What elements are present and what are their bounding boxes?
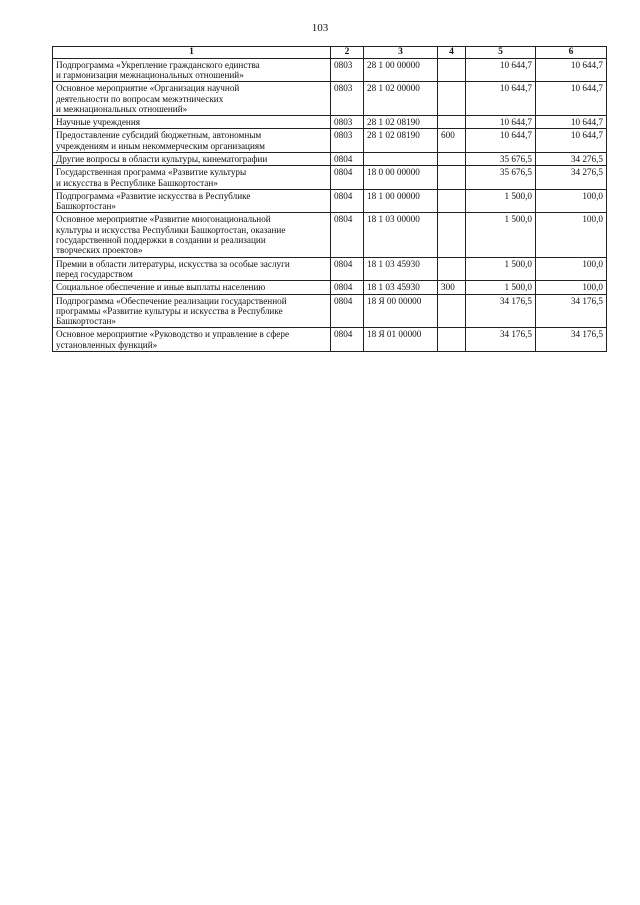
section-code: 0804 <box>331 257 364 281</box>
section-code: 0803 <box>331 82 364 116</box>
amount-col-5: 1 500,0 <box>466 281 536 294</box>
target-article-code <box>364 153 438 166</box>
table-row <box>53 189 607 213</box>
amount-col-6: 10 644,7 <box>536 129 607 153</box>
amount-col-5: 10 644,7 <box>466 129 536 153</box>
table-row <box>53 257 607 281</box>
amount-col-6: 100,0 <box>536 257 607 281</box>
expense-type-code <box>438 58 466 82</box>
amount-col-6: 10 644,7 <box>536 82 607 116</box>
table-row <box>53 153 607 166</box>
expense-type-code <box>438 294 466 328</box>
table-row <box>53 58 607 82</box>
amount-col-5: 10 644,7 <box>466 116 536 129</box>
table-row <box>53 213 607 257</box>
section-code: 0803 <box>331 58 364 82</box>
table-row <box>53 328 607 352</box>
section-code: 0804 <box>331 281 364 294</box>
header-col-2: 2 <box>331 47 364 59</box>
target-article-code: 18 1 03 00000 <box>364 213 438 257</box>
expense-type-code <box>438 257 466 281</box>
section-code: 0804 <box>331 166 364 190</box>
section-code: 0803 <box>331 129 364 153</box>
item-name: Подпрограмма «Обеспечение реализации государственной программы «Развитие культуры и искусства в Республике Башкортостан» <box>53 294 331 328</box>
section-code: 0804 <box>331 294 364 328</box>
amount-col-6: 100,0 <box>536 213 607 257</box>
header-col-4: 4 <box>438 47 466 59</box>
target-article-code: 28 1 02 08190 <box>364 129 438 153</box>
amount-col-5: 34 176,5 <box>466 328 536 352</box>
header-col-3: 3 <box>364 47 438 59</box>
expense-type-code: 300 <box>438 281 466 294</box>
item-name: Государственная программа «Развитие культуры и искусства в Республике Башкортостан» <box>53 166 331 190</box>
amount-col-5: 1 500,0 <box>466 257 536 281</box>
table-row <box>53 82 607 116</box>
section-code: 0803 <box>331 116 364 129</box>
item-name: Основное мероприятие «Руководство и управление в сфере установленных функций» <box>53 328 331 352</box>
target-article-code: 18 1 03 45930 <box>364 281 438 294</box>
item-name: Премии в области литературы, искусства за особые заслуги перед государством <box>53 257 331 281</box>
target-article-code: 18 Я 01 00000 <box>364 328 438 352</box>
amount-col-6: 10 644,7 <box>536 58 607 82</box>
amount-col-6: 34 176,5 <box>536 328 607 352</box>
budget-table <box>52 46 607 352</box>
section-code: 0804 <box>331 213 364 257</box>
section-code: 0804 <box>331 153 364 166</box>
page-number: 103 <box>311 22 329 34</box>
item-name: Основное мероприятие «Развитие многонациональной культуры и искусства Республики Башкортостан, оказание государственной поддержки в создании и реализации творческих проектов» <box>53 213 331 257</box>
section-code: 0804 <box>331 328 364 352</box>
target-article-code: 18 Я 00 00000 <box>364 294 438 328</box>
amount-col-5: 1 500,0 <box>466 189 536 213</box>
target-article-code: 28 1 02 00000 <box>364 82 438 116</box>
header-col-5: 5 <box>466 47 536 59</box>
amount-col-5: 35 676,5 <box>466 153 536 166</box>
item-name: Основное мероприятие «Организация научной деятельности по вопросам межэтнических и межнациональных отношений» <box>53 82 331 116</box>
section-code: 0804 <box>331 189 364 213</box>
expense-type-code <box>438 189 466 213</box>
table-row <box>53 116 607 129</box>
header-row <box>53 47 607 59</box>
table-body <box>53 58 607 351</box>
expense-type-code <box>438 213 466 257</box>
item-name: Подпрограмма «Развитие искусства в Республике Башкортостан» <box>53 189 331 213</box>
expense-type-code <box>438 153 466 166</box>
target-article-code: 28 1 02 08190 <box>364 116 438 129</box>
expense-type-code <box>438 328 466 352</box>
expense-type-code <box>438 116 466 129</box>
amount-col-6: 10 644,7 <box>536 116 607 129</box>
table-row <box>53 166 607 190</box>
expense-type-code <box>438 166 466 190</box>
item-name: Другие вопросы в области культуры, кинематографии <box>53 153 331 166</box>
expense-type-code <box>438 82 466 116</box>
amount-col-5: 10 644,7 <box>466 58 536 82</box>
item-name: Подпрограмма «Укрепление гражданского единства и гармонизация межнациональных отношений» <box>53 58 331 82</box>
expense-type-code: 600 <box>438 129 466 153</box>
amount-col-5: 34 176,5 <box>466 294 536 328</box>
target-article-code: 28 1 00 00000 <box>364 58 438 82</box>
header-col-6: 6 <box>536 47 607 59</box>
table-row <box>53 294 607 328</box>
amount-col-6: 100,0 <box>536 189 607 213</box>
header-col-1: 1 <box>53 47 331 59</box>
amount-col-5: 10 644,7 <box>466 82 536 116</box>
amount-col-6: 34 176,5 <box>536 294 607 328</box>
amount-col-5: 35 676,5 <box>466 166 536 190</box>
table-row <box>53 281 607 294</box>
item-name: Научные учреждения <box>53 116 331 129</box>
amount-col-5: 1 500,0 <box>466 213 536 257</box>
item-name: Социальное обеспечение и иные выплаты населению <box>53 281 331 294</box>
amount-col-6: 34 276,5 <box>536 153 607 166</box>
amount-col-6: 100,0 <box>536 281 607 294</box>
amount-col-6: 34 276,5 <box>536 166 607 190</box>
table-header <box>53 47 607 59</box>
target-article-code: 18 1 03 45930 <box>364 257 438 281</box>
target-article-code: 18 1 00 00000 <box>364 189 438 213</box>
target-article-code: 18 0 00 00000 <box>364 166 438 190</box>
item-name: Предоставление субсидий бюджетным, автономным учреждениям и иным некоммерческим организациям <box>53 129 331 153</box>
table-row <box>53 129 607 153</box>
